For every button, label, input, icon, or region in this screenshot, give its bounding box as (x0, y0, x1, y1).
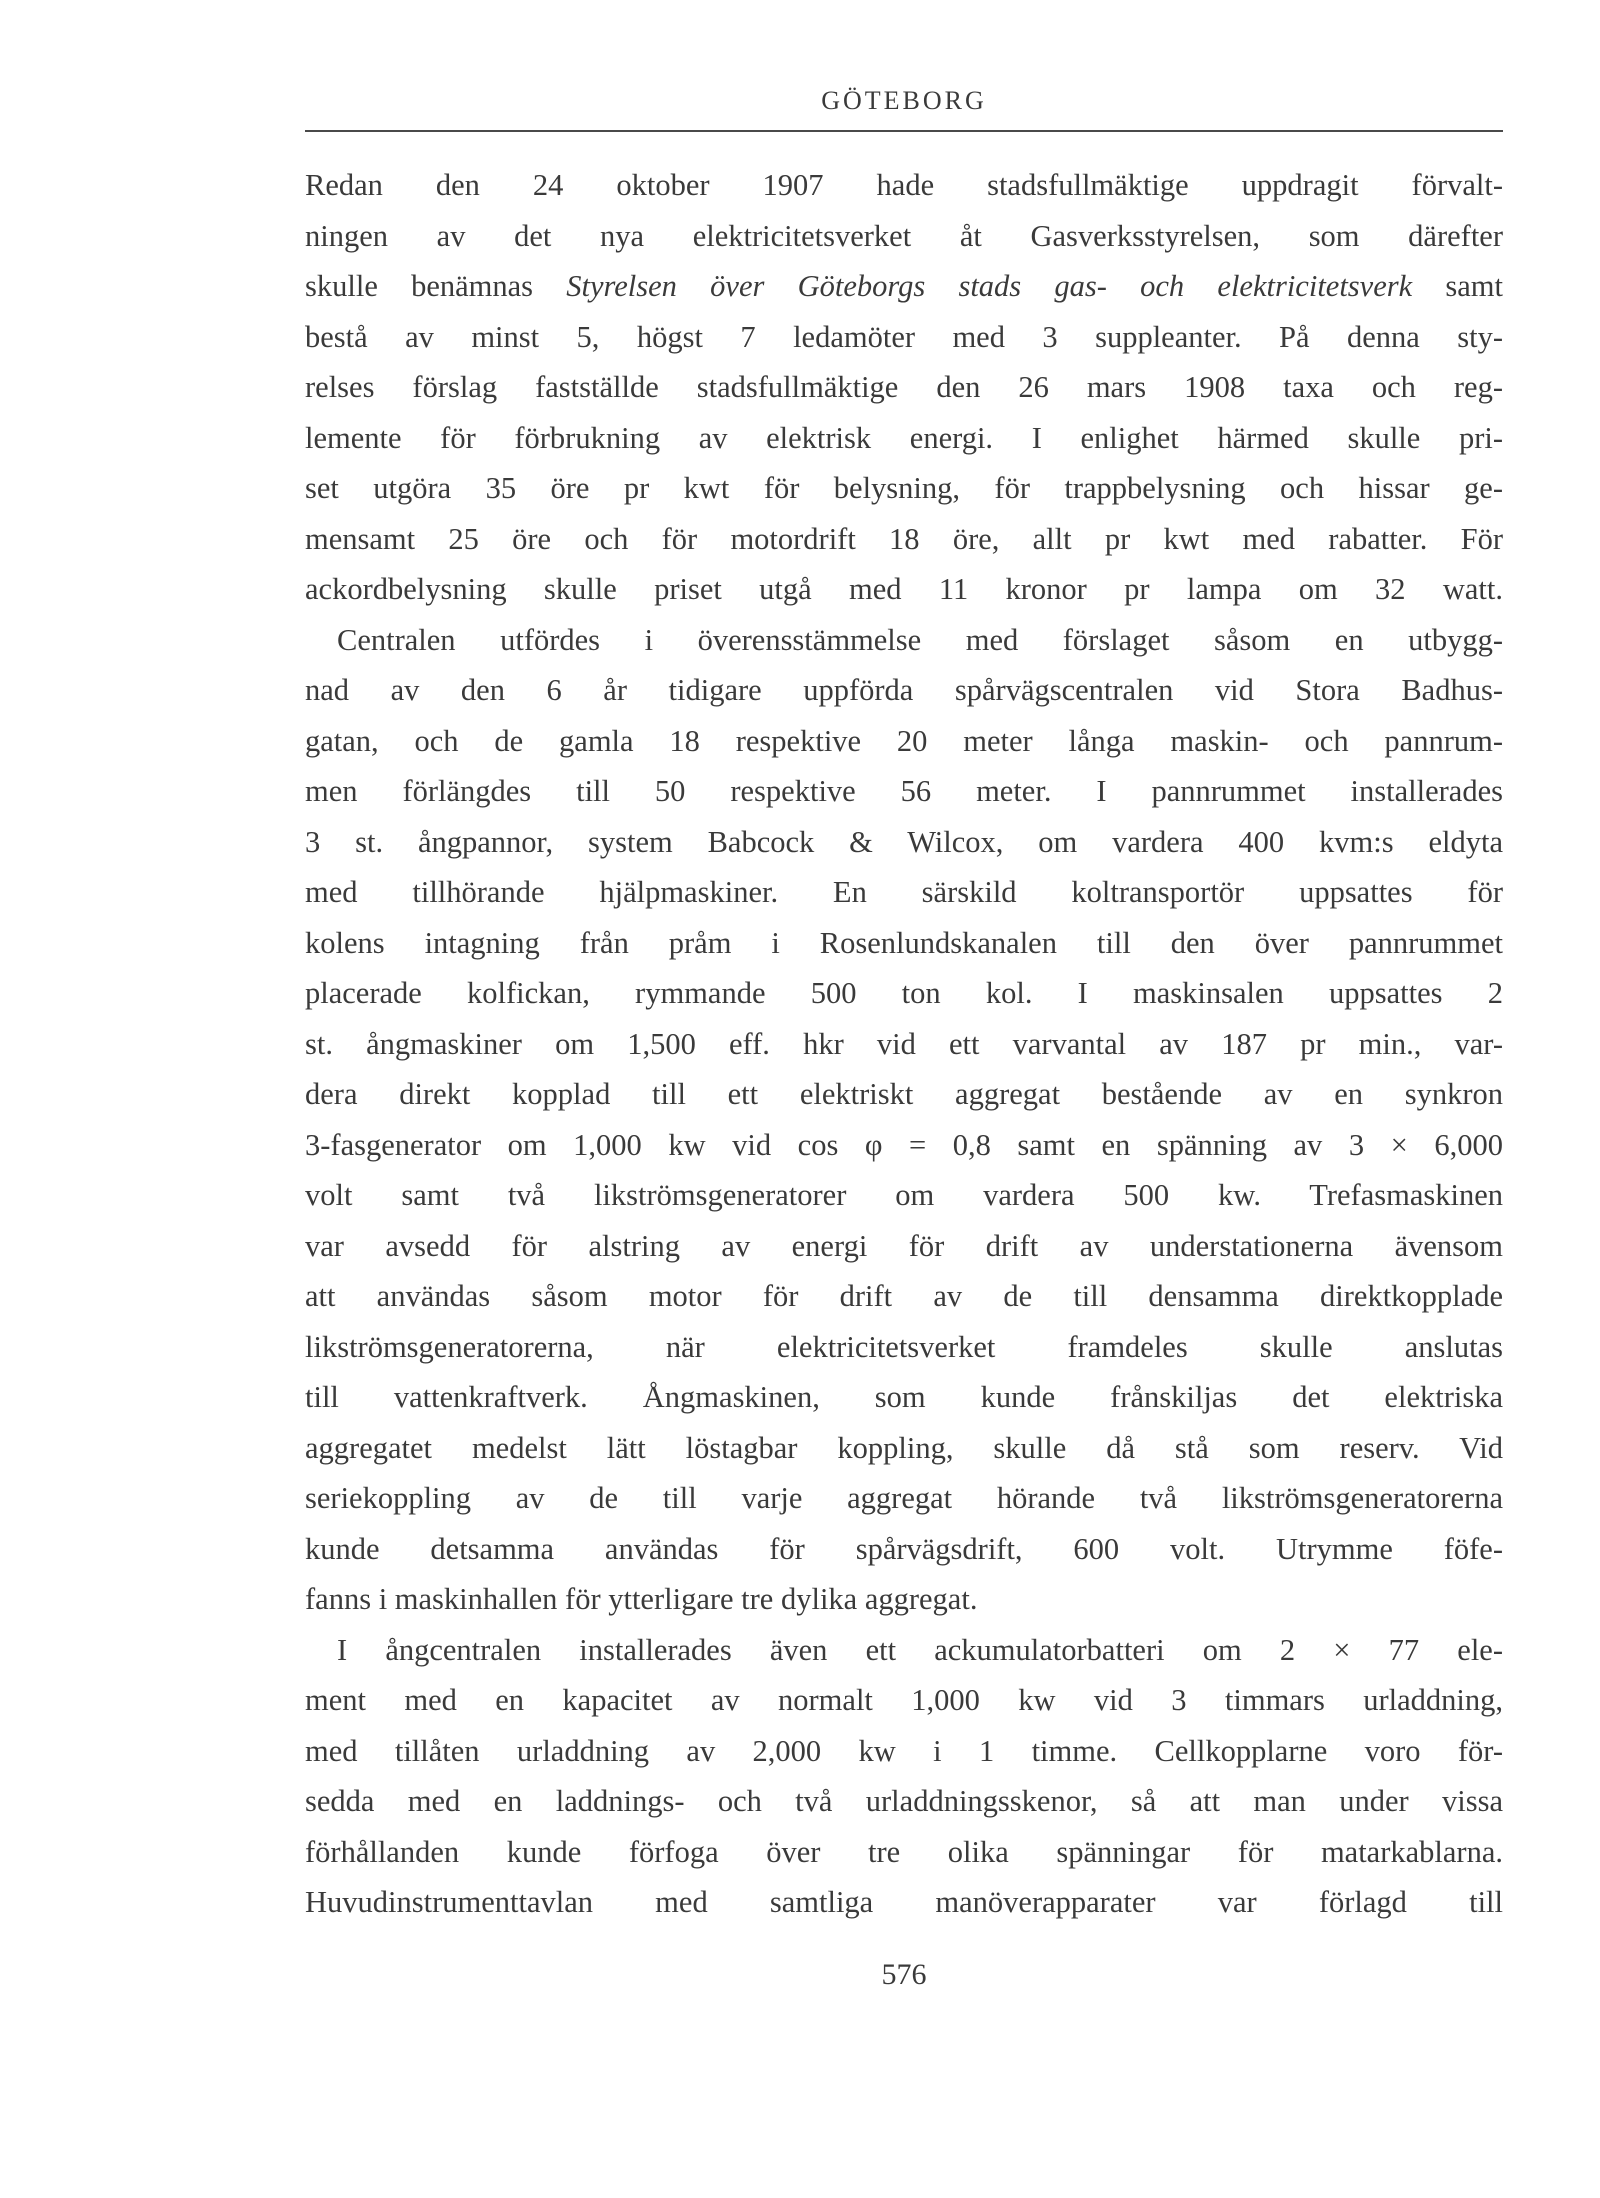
running-head: GÖTEBORG (821, 86, 987, 115)
text-line: ningen av det nya elektricitetsverket åt Gasverksstyrelsen, som därefter (305, 218, 1503, 253)
text-line: nad av den 6 år tidigare uppförda spårvägscentralen vid Stora Badhus- (305, 673, 1503, 707)
text-line: ackordbelysning skulle priset utgå med 11 kronor pr lampa om 32 watt. (305, 572, 1503, 606)
text-line: att användas såsom motor för drift av de till densamma direktkopplade (305, 1279, 1503, 1313)
text-line: st. ångmaskiner om 1,500 eff. hkr vid ett varvantal av 187 pr min., var- (305, 1026, 1503, 1061)
text-line: placerade kolfickan, rymmande 500 ton kol. I maskinsalen uppsattes 2 (305, 976, 1503, 1010)
text-line: likströmsgeneratorerna, när elektricitetsverket framdeles skulle anslutas (305, 1329, 1503, 1364)
text-line: till vattenkraftverk. Ångmaskinen, som kunde frånskiljas det elektriska (305, 1380, 1503, 1414)
text-line: förhållanden kunde förfoga över tre olika spänningar för matarkablarna. (305, 1834, 1503, 1869)
text-line: mensamt 25 öre och för motordrift 18 öre, allt pr kwt med rabatter. För (305, 521, 1503, 556)
text-line (305, 261, 1503, 312)
text-line: sedda med en laddnings- och två urladdningsskenor, så att man under vissa (305, 1784, 1503, 1818)
text-line: aggregatet medelst lätt löstagbar koppling, skulle då stå som reserv. Vid (305, 1430, 1503, 1465)
text-line: bestå av minst 5, högst 7 ledamöter med 3 suppleanter. På denna sty- (305, 319, 1503, 354)
text-line: gatan, och de gamla 18 respektive 20 meter långa maskin- och pannrum- (305, 723, 1503, 758)
text-line: I ångcentralen installerades även ett ackumulatorbatteri om 2 × 77 ele- (337, 1632, 1503, 1667)
text-line: men förlängdes till 50 respektive 56 meter. I pannrummet installerades (305, 774, 1503, 808)
text-line: med tillåten urladdning av 2,000 kw i 1 timme. Cellkopplarne voro för- (305, 1733, 1503, 1768)
text-line: dera direkt kopplad till ett elektriskt aggregat bestående av en synkron (305, 1077, 1503, 1111)
text-line: Huvudinstrumenttavlan med samtliga manöverapparater var förlagd till (305, 1885, 1503, 1919)
text-line: kolens intagning från pråm i Rosenlundskanalen till den över pannrummet (305, 925, 1503, 960)
text-line: set utgöra 35 öre pr kwt för belysning, för trappbelysning och hissar ge- (305, 471, 1503, 505)
text-line: Redan den 24 oktober 1907 hade stadsfullmäktige uppdragit förvalt- (305, 168, 1503, 202)
text-line: seriekoppling av de till varje aggregat hörande två likströmsgeneratorerna (305, 1481, 1503, 1515)
page-number: 576 (881, 1958, 927, 1991)
text-line: ment med en kapacitet av normalt 1,000 kw vid 3 timmars urladdning, (305, 1683, 1503, 1717)
text-line: med tillhörande hjälpmaskiner. En särskild koltransportör uppsattes för (305, 875, 1503, 909)
text-line: Centralen utfördes i överensstämmelse med förslaget såsom en utbygg- (337, 622, 1503, 657)
text-line: kunde detsamma användas för spårvägsdrift, 600 volt. Utrymme föfe- (305, 1531, 1503, 1566)
text-line: 3 st. ångpannor, system Babcock & Wilcox, om vardera 400 kvm:s eldyta (305, 824, 1503, 859)
header-rule (305, 130, 1503, 132)
text-line: var avsedd för alstring av energi för drift av understationerna ävensom (305, 1228, 1503, 1263)
text-run: samt (1412, 269, 1503, 303)
text-line: volt samt två likströmsgeneratorer om vardera 500 kw. Trefasmaskinen (305, 1178, 1503, 1212)
text-line: 3-fasgenerator om 1,000 kw vid cos φ = 0,8 samt en spänning av 3 × 6,000 (305, 1127, 1503, 1162)
board-name-italic: Styrelsen över Göteborgs stads gas- och elektricitetsverk (566, 269, 1413, 303)
body-text (305, 160, 1503, 1928)
text-line: lemente för förbrukning av elektrisk energi. I enlighet härmed skulle pri- (305, 420, 1503, 455)
text-line: relses förslag fastställde stadsfullmäktige den 26 mars 1908 taxa och reg- (305, 370, 1503, 404)
text-line: fanns i maskinhallen för ytterligare tre dylika aggregat. (305, 1582, 978, 1616)
text-run: skulle benämnas (305, 269, 567, 303)
